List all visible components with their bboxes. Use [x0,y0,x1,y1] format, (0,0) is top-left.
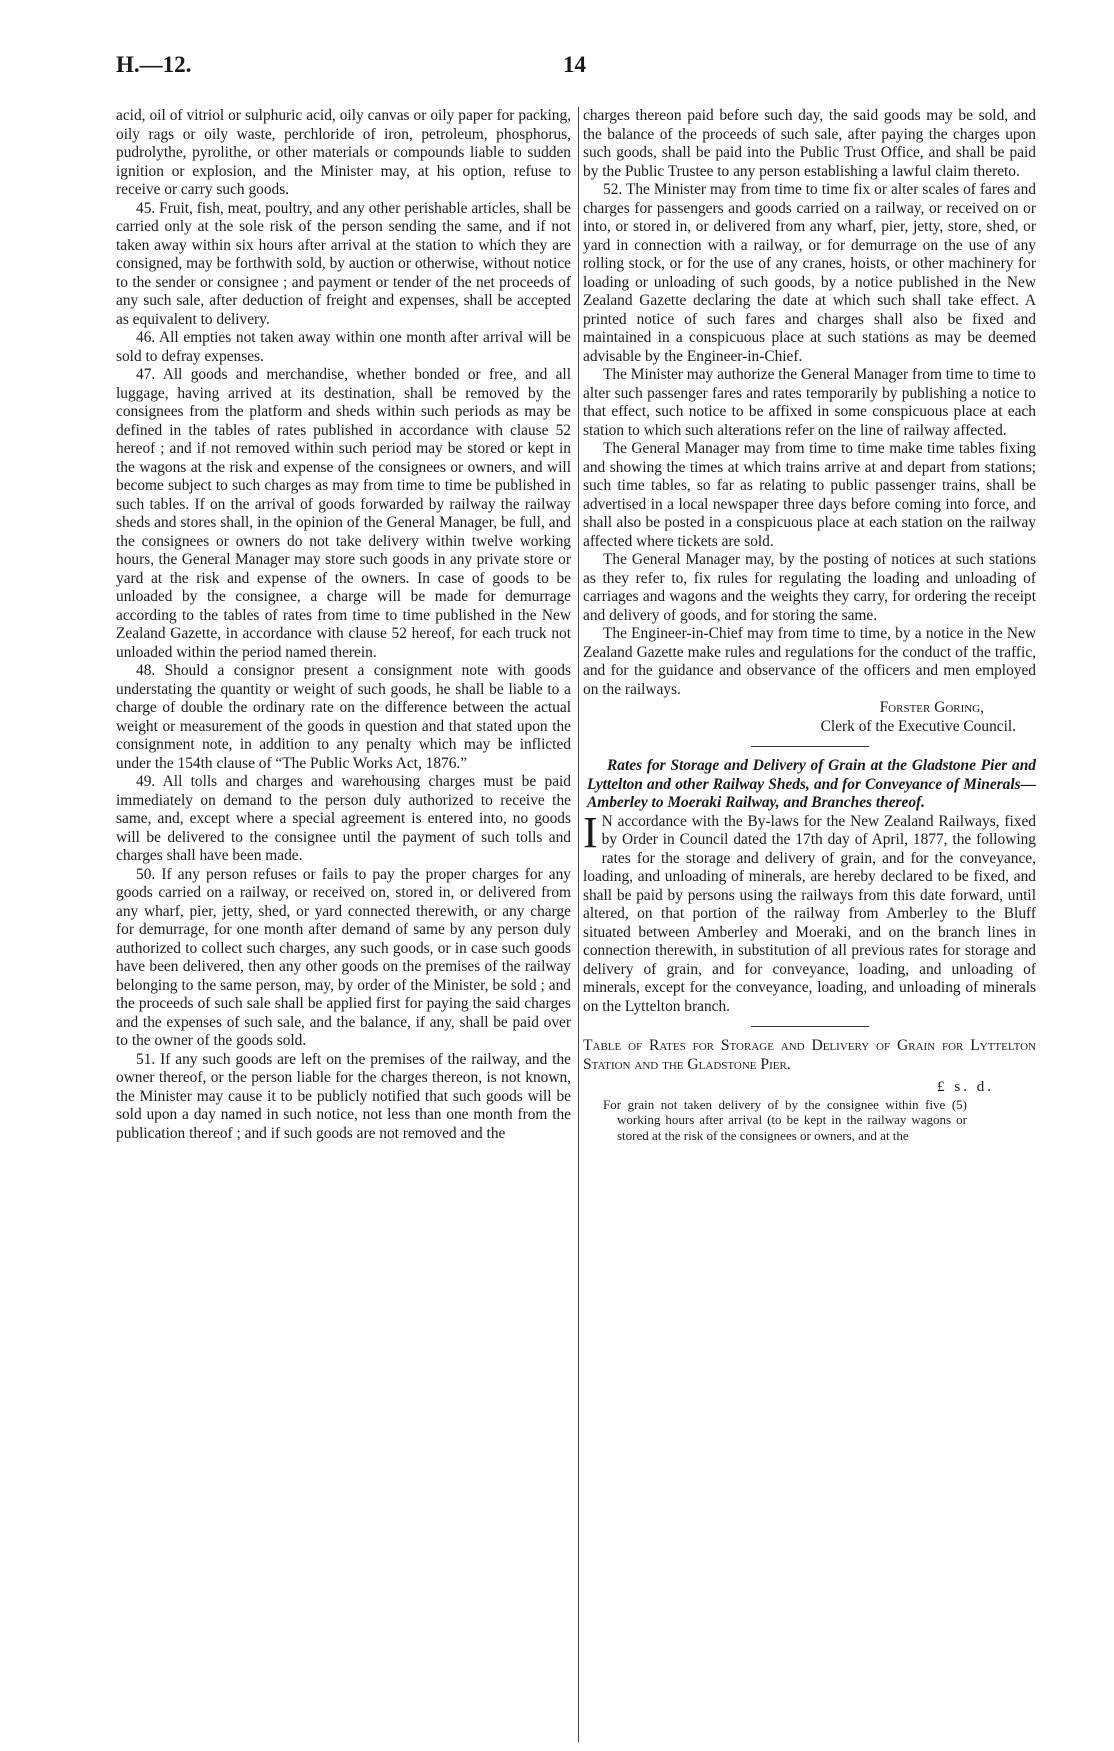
section-rule [751,746,869,747]
table-title: Table of Rates for Storage and Delivery of Grain for Lyttelton Station and the Gladstone Pier. [583,1037,1036,1073]
paragraph-engineer: The Engineer-in-Chief may from time to time, by a notice in the New Zealand Gazette make rules and regulations for the conduct of the traffic, and for the guidance and observance of the officers and men employed on the railways. [583,625,1036,698]
column-divider [578,107,579,1742]
paragraph-50: 50. If any person refuses or fails to pay the proper charges for any goods carried on a railway, or received on, stored in, or delivered from any wharf, pier, jetty, shed, or yard connected therewith, or any charge for demurrage, for one month after demand of same by any person duly authorized to collect such charges, any such goods, or in case such goods have been delivered, then any other goods on the premises of the railway belonging to the same person, may, by order of the Minister, be sold ; and the proceeds of such sale shall be applied first for paying the said charges and the expenses of such sale, and the balance, if any, shall be paid over to the owner of the goods sold. [116,865,571,1049]
right-column [583,107,1036,1143]
paragraph-loading-rules: The General Manager may, by the posting of notices at such stations as they refer to, fix rules for regulating the loading and unloading of carriages and wagons and the weights they carry, for ordering the receipt and delivery of goods, and for storing the same. [583,551,1036,624]
notice-title: Rates for Storage and Delivery of Grain at the Gladstone Pier and Lyttelton and other Railway Sheds, and for Conveyance of Minerals—Amberley to Moeraki Railway, and Branches thereof. [587,757,1036,811]
paragraph-timetables: The General Manager may from time to time make time tables fixing and showing the times at which trains arrive at and depart from stations; such time tables, so far as relating to public passenger trains, shall be advertised in a local newspaper three days before coming into force, and shall also be posted in a conspicuous place at each station on the railway affected where tickets are sold. [583,440,1036,550]
signature-title: Clerk of the Executive Council. [820,717,1016,735]
notice-intro [583,807,1036,1017]
paragraph-48: 48. Should a consignor present a consignment note with goods understating the quantity or weight of such goods, he shall be liable to a charge of double the ordinary rate on the difference between the actual weight or measurement of the goods in question and that stated upon the consignment note, in addition to any penalty which may be inflicted under the 154th clause of “The Public Works Act, 1876.” [116,662,571,772]
paragraph-45: 45. Fruit, fish, meat, poultry, and any other perishable articles, shall be carried only at the sole risk of the person sending the same, and if not taken away within six hours after arrival at the station to which they are consigned, may be forthwith sold, by auction or otherwise, without notice to the sender or consignee ; and payment or tender of the net proceeds of any such sale, after deduction of freight and expenses, shall be accepted as equivalent to delivery. [116,199,571,328]
page-number: 14 [563,52,586,77]
paragraph-51: 51. If any such goods are left on the premises of the railway, and the owner thereof, or the person liable for the charges thereon, is not known, the Minister may cause it to be publicly notified that such goods will be sold upon a day named in such notice, not less than one month from the publication thereof ; and if such goods are not removed and the [116,1050,571,1142]
signature-block [583,699,1036,736]
paragraph-continuation-right: charges thereon paid before such day, the said goods may be sold, and the balance of the proceeds of such sale, after paying the charges upon such goods, shall be paid into the Public Trust Office, and shall be paid by the Public Trustee to any person establishing a lawful claim thereto. [583,107,1036,180]
paragraph-47: 47. All goods and merchandise, whether bonded or free, and all luggage, having arrived at its destination, shall be removed by the consignees from the platform and sheds within such periods as may be defined in the tables of rates published in accordance with clause 52 hereof ; and if not removed within such period may be stored or kept in the wagons at the risk and expense of the consignees or owners, and will become subject to such charges as may from time to time be published in such tables. If on the arrival of goods forwarded by railway the railway sheds and stores shall, in the opinion of the General Manager, be full, and the consignees or owners do not take delivery within twelve working hours, the General Manager may store such goods in any private store or yard at the risk and expense of the owners. In case of goods to be unloaded by the consignee, a charge will be made for demurrage according to the tables of rates from time to time published in the New Zealand Gazette, in accordance with clause 52 hereof, for each truck not unloaded within the period named therein. [116,366,571,661]
left-column [116,107,571,1143]
drop-cap: I [583,807,598,857]
currency-header: £ s. d. [937,1079,994,1095]
paragraph-fares: The Minister may authorize the General Manager from time to time to alter such passenger fares and rates temporarily by publishing a notice to that effect, such notice to be affixed in some conspicuous place at each station to which such alterations refer on the line of railway affected. [583,366,1036,439]
paragraph-continuation: acid, oil of vitriol or sulphuric acid, oily canvas or oily paper for packing, oily rags or oily waste, perchloride of iron, petroleum, phosphorus, pudrolythe, pyrolithe, or other materials or compounds liable to sudden ignition or explosion, and the Minister may, at his option, refuse to receive or carry such goods. [116,107,571,198]
notice-intro-text: N accordance with the By-laws for the New Zealand Railways, fixed by Order in Council dated the 17th day of April, 1877, the following rates for the storage and delivery of grain, and for the conveyance, loading, and unloading of minerals, are hereby declared to be fixed, and shall be paid by persons using the railways from this date forward, until altered, on that portion of the railway from Amberley to the Bluff situated between Amberley and Moeraki, and on the branch lines in connection therewith, in substitution of all previous rates for storage and delivery of grain, and for conveyance, loading, and unloading of minerals, except for the conveyance, loading, and unloading of minerals on the Lyttelton branch. [583,812,1036,1015]
document-id: H.—12. [116,52,192,77]
section-rule-2 [751,1026,869,1027]
paragraph-52: 52. The Minister may from time to time fix or alter scales of fares and charges for passengers and goods carried on a railway, or received on or into, or stored in, or delivered from any wharf, pier, jetty, store, shed, or yard in connection with a railway, or for demurrage on the use of any rolling stock, or for the use of any cranes, hoists, or other machinery for loading or unloading of such goods, by a notice published in the New Zealand Gazette declaring the date at which such shall take effect. A printed notice of such fares and charges shall also be fixed and maintained in a conspicuous place at such stations as may be deemed advisable by the Engineer-in-Chief. [583,181,1036,365]
paragraph-49: 49. All tolls and charges and warehousing charges must be paid immediately on demand to the person duly authorized to receive the same, and, except where a special agreement is entered into, no goods will be delivered to the consignee until the payment of such tolls and charges shall have been made. [116,773,571,864]
signature-name: Forster Goring, [879,699,984,716]
paragraph-46: 46. All empties not taken away within one month after arrival will be sold to defray expenses. [116,329,571,365]
table-item: For grain not taken delivery of by the consignee within five (5) working hours after arrival (to be kept in the railway wagons or stored at the risk of the consignees or owners, and at the [603,1096,967,1143]
page-header [116,52,1056,92]
